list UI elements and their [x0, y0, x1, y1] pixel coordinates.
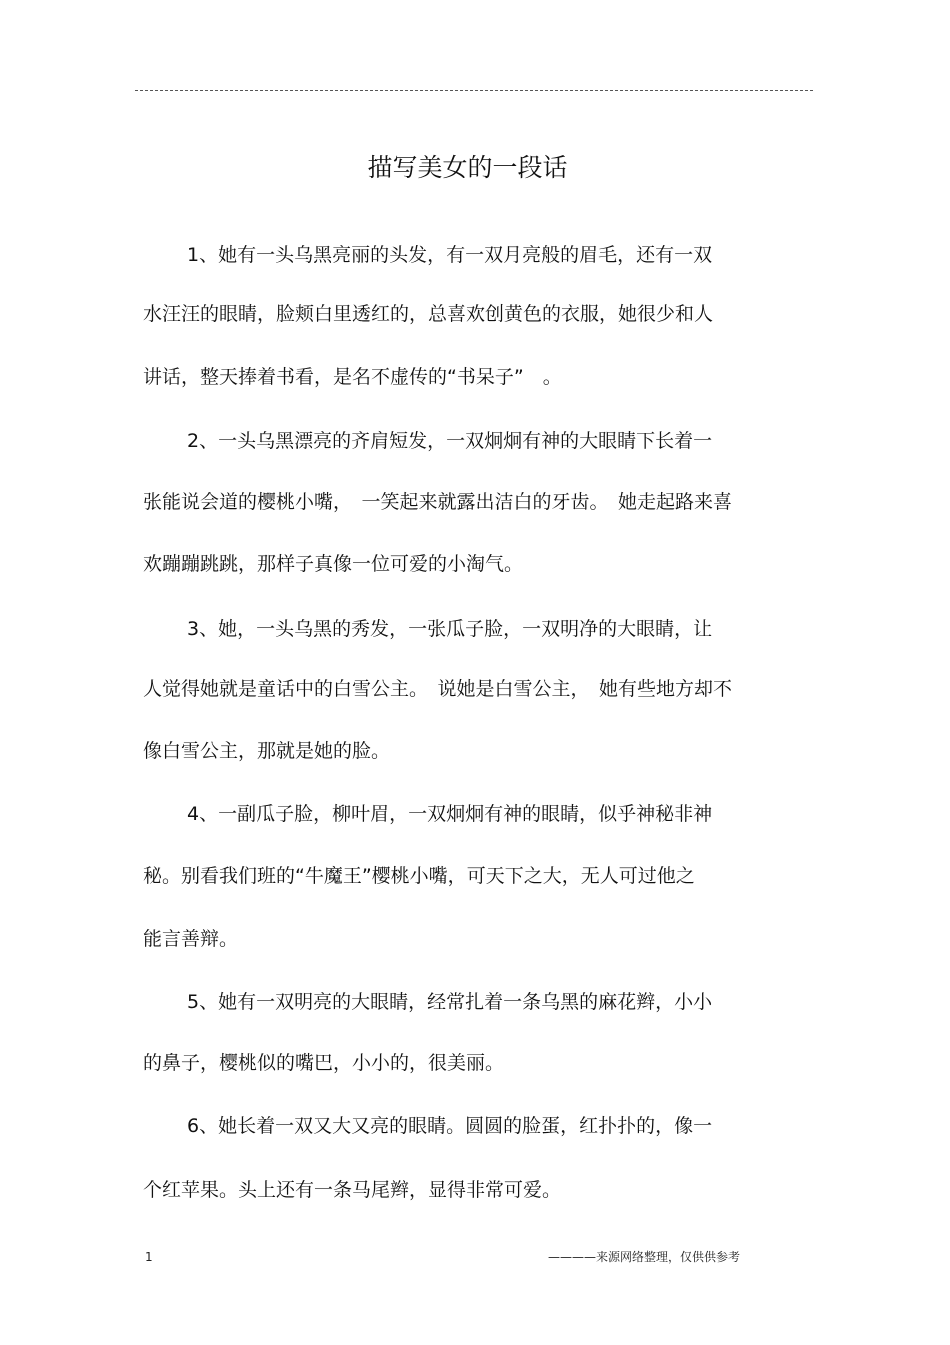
- paragraph-line: 4、一副瓜子脸，柳叶眉，一双炯炯有神的眼睛，似乎神秘非神: [187, 803, 713, 825]
- page-number: 1: [145, 1250, 153, 1264]
- paragraph-line: 张能说会道的樱桃小嘴， 一笑起来就露出洁白的牙齿。 她走起路来喜: [143, 491, 733, 513]
- paragraph-line: 水汪汪的眼睛，脸颊白里透红的，总喜欢创黄色的衣服，她很少和人: [143, 303, 714, 325]
- paragraph-line: 1、她有一头乌黑亮丽的头发，有一双月亮般的眉毛，还有一双: [187, 244, 713, 266]
- header-divider: [135, 90, 813, 91]
- paragraph-line: 6、她长着一双又大又亮的眼睛。圆圆的脸蛋，红扑扑的，像一: [187, 1115, 713, 1137]
- paragraph-line: 个红苹果。头上还有一条马尾辫，显得非常可爱。: [143, 1179, 562, 1201]
- paragraph-line: 人觉得她就是童话中的白雪公主。 说她是白雪公主， 她有些地方却不: [143, 678, 733, 700]
- paragraph-line: 的鼻子，樱桃似的嘴巴，小小的，很美丽。: [143, 1052, 505, 1074]
- paragraph-line: 能言善辩。: [143, 928, 239, 950]
- page-title: 描写美女的一段话: [367, 153, 568, 182]
- paragraph-line: 讲话，整天捧着书看，是名不虚传的“书呆子” 。: [143, 366, 562, 388]
- paragraph-line: 欢蹦蹦跳跳，那样子真像一位可爱的小淘气。: [143, 553, 524, 575]
- footer-note: ————来源网络整理，仅供供参考: [548, 1250, 741, 1264]
- paragraph-line: 3、她，一头乌黑的秀发，一张瓜子脸，一双明净的大眼睛，让: [187, 618, 713, 640]
- paragraph-line: 2、一头乌黑漂亮的齐肩短发，一双炯炯有神的大眼睛下长着一: [187, 430, 713, 452]
- paragraph-line: 秘。别看我们班的“牛魔王”樱桃小嘴，可天下之大，无人可过他之: [143, 865, 695, 887]
- paragraph-line: 5、她有一双明亮的大眼睛，经常扎着一条乌黑的麻花辫，小小: [187, 991, 713, 1013]
- paragraph-line: 像白雪公主，那就是她的脸。: [143, 740, 391, 762]
